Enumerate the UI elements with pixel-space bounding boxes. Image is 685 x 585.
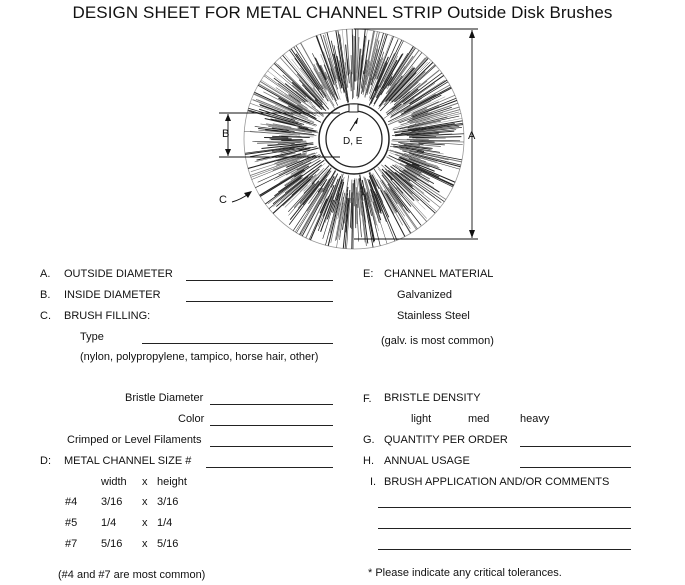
size-row-width: 3/16	[101, 496, 123, 508]
item-e-letter: E:	[363, 268, 374, 280]
channel-material-label: CHANNEL MATERIAL	[384, 268, 494, 280]
size-header-x: x	[142, 476, 148, 488]
inside-diameter-label: INSIDE DIAMETER	[64, 289, 161, 301]
galv-note: (galv. is most common)	[381, 335, 494, 347]
item-c-letter: C.	[40, 310, 51, 322]
color-label: Color	[178, 413, 205, 425]
tolerance-note: * Please indicate any critical tolerances.	[368, 567, 562, 579]
label-de: D, E	[343, 136, 363, 147]
type-label: Type	[80, 331, 104, 343]
annual-usage-field[interactable]	[520, 467, 631, 468]
density-heavy[interactable]: heavy	[520, 413, 550, 425]
bristle-diameter-label: Bristle Diameter	[125, 392, 204, 404]
option-galvanized[interactable]: Galvanized	[397, 289, 453, 301]
item-a-letter: A.	[40, 268, 51, 280]
size-row-height: 5/16	[157, 538, 179, 550]
bristle-strand	[350, 70, 351, 92]
size-row-height: 1/4	[157, 517, 173, 529]
bristle-strand	[283, 162, 303, 171]
crimped-field[interactable]	[210, 446, 333, 447]
common-size-note: (#4 and #7 are most common)	[58, 569, 206, 581]
annual-usage-label: ANNUAL USAGE	[384, 455, 470, 467]
quantity-label: QUANTITY PER ORDER	[384, 434, 508, 446]
size-row-width: 1/4	[101, 517, 117, 529]
channel-size-field[interactable]	[206, 467, 333, 468]
channel-size-label: METAL CHANNEL SIZE #	[64, 455, 192, 467]
type-field[interactable]	[142, 343, 333, 344]
item-i-letter: I.	[370, 476, 377, 488]
comments-field[interactable]	[378, 507, 631, 508]
size-row-x: x	[142, 496, 148, 508]
size-row-num: #5	[65, 517, 78, 529]
size-row-x: x	[142, 538, 148, 550]
bristle-strand	[355, 178, 356, 228]
bristle-strand	[355, 29, 356, 82]
bristle-diameter-field[interactable]	[210, 404, 333, 405]
size-row-num: #7	[65, 538, 78, 550]
label-b: B	[222, 128, 230, 140]
size-row-height: 3/16	[157, 496, 179, 508]
outside-diameter-field[interactable]	[186, 280, 333, 281]
disk-brush-diagram	[0, 0, 685, 260]
color-field[interactable]	[210, 425, 333, 426]
outside-diameter-label: OUTSIDE DIAMETER	[64, 268, 173, 280]
bristle-strand	[300, 181, 319, 203]
crimped-label: Crimped or Level Filaments	[67, 434, 202, 446]
quantity-field[interactable]	[520, 446, 631, 447]
size-row-width: 5/16	[101, 538, 123, 550]
bristle-strand	[392, 62, 433, 102]
item-f-letter: F.	[363, 393, 372, 405]
bristle-density-label: BRISTLE DENSITY	[384, 392, 481, 404]
item-h-letter: H.	[363, 455, 374, 467]
type-hint: (nylon, polypropylene, tampico, horse hair, other)	[80, 351, 319, 363]
size-row-num: #4	[65, 496, 78, 508]
bristle-strand	[310, 185, 334, 240]
comments-label: BRUSH APPLICATION AND/OR COMMENTS	[384, 476, 610, 488]
brush-filling-label: BRUSH FILLING:	[64, 310, 151, 322]
option-stainless-steel[interactable]: Stainless Steel	[397, 310, 470, 322]
comments-field[interactable]	[378, 528, 631, 529]
label-c: C	[219, 194, 227, 206]
item-d-letter: D:	[40, 455, 51, 467]
density-med[interactable]: med	[468, 413, 490, 425]
comments-field[interactable]	[378, 549, 631, 550]
density-light[interactable]: light	[411, 413, 432, 425]
label-a: A	[468, 130, 476, 142]
size-header-height: height	[157, 476, 187, 488]
inside-diameter-field[interactable]	[186, 301, 333, 302]
size-header-width: width	[101, 476, 127, 488]
page-title: DESIGN SHEET FOR METAL CHANNEL STRIP Outside Disk Brushes	[72, 3, 613, 22]
item-b-letter: B.	[40, 289, 51, 301]
size-row-x: x	[142, 517, 148, 529]
item-g-letter: G.	[363, 434, 375, 446]
